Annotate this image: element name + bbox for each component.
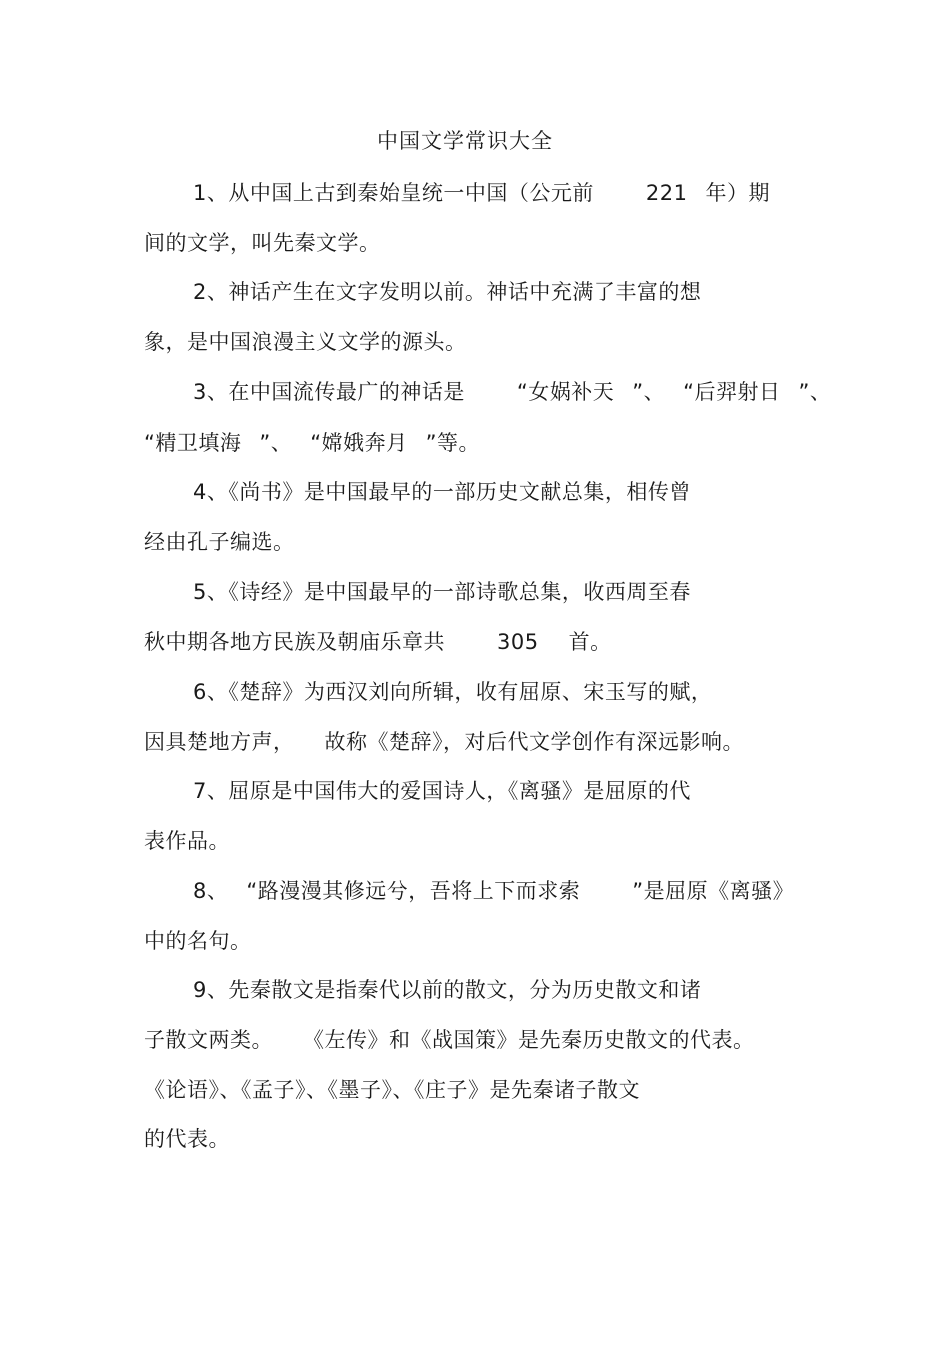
- text-segment: ”是屈原《离骚》: [632, 879, 795, 903]
- text-segment: “精卫填海: [144, 431, 242, 455]
- text-segment: “路漫漫其修远兮，吾将上下而求索: [246, 879, 581, 903]
- paragraph-line: 经由孔子编选。: [144, 530, 295, 554]
- text-segment: 305: [497, 630, 539, 654]
- paragraph-line: 象，是中国浪漫主义文学的源头。: [144, 330, 467, 354]
- paragraph-line: [144, 727, 744, 757]
- paragraph-line: [193, 377, 831, 407]
- paragraph-line: 9、先秦散文是指秦代以前的散文，分为历史散文和诸: [193, 978, 702, 1002]
- paragraph-line: 5、《诗经》是中国最早的一部诗歌总集，收西周至春: [193, 580, 691, 604]
- text-segment: 《左传》和《战国策》是先秦历史散文的代表。: [303, 1028, 755, 1052]
- document-title: 中国文学常识大全: [377, 129, 553, 153]
- text-segment: 年）期: [705, 181, 770, 205]
- text-segment: 故称《楚辞》，对后代文学创作有深远影响。: [324, 730, 744, 754]
- paragraph-line: 中的名句。: [144, 929, 252, 953]
- paragraph-line: [144, 627, 612, 657]
- paragraph-line: [144, 428, 480, 458]
- text-segment: 子散文两类。: [144, 1028, 273, 1052]
- text-segment: ”等。: [425, 431, 481, 455]
- text-segment: 3、在中国流传最广的神话是: [193, 380, 465, 404]
- paragraph-line: 间的文学，叫先秦文学。: [144, 231, 381, 255]
- text-segment: ”、: [798, 380, 832, 404]
- text-segment: 8、: [193, 879, 229, 903]
- text-segment: 221: [645, 181, 688, 205]
- text-segment: 1、从中国上古到秦始皇统一中国（公元前: [193, 181, 594, 205]
- text-segment: ”、: [632, 380, 666, 404]
- text-segment: 秋中期各地方民族及朝庙乐章共: [144, 630, 445, 654]
- paragraph-line: 的代表。: [144, 1127, 230, 1151]
- text-segment: 因具楚地方声，: [144, 730, 295, 754]
- paragraph-line: [193, 876, 794, 906]
- paragraph-line: 2、神话产生在文字发明以前。神话中充满了丰富的想: [193, 280, 702, 304]
- text-segment: ”、: [259, 431, 293, 455]
- text-segment: “后羿射日: [683, 380, 781, 404]
- paragraph-line: 6、《楚辞》为西汉刘向所辑，收有屈原、宋玉写的赋，: [193, 680, 713, 704]
- paragraph-line: 《论语》、《孟子》、《墨子》、《庄子》是先秦诸子散文: [144, 1078, 640, 1102]
- paragraph-line: 表作品。: [144, 829, 230, 853]
- paragraph-line: 4、《尚书》是中国最早的一部历史文献总集，相传曾: [193, 480, 691, 504]
- paragraph-line: 7、屈原是中国伟大的爱国诗人，《离骚》是屈原的代: [193, 779, 691, 803]
- paragraph-line: [144, 1025, 755, 1055]
- text-segment: 首。: [568, 630, 612, 654]
- paragraph-line: [193, 178, 770, 208]
- text-segment: “女娲补天: [516, 380, 615, 404]
- text-segment: “嫦娥奔月: [310, 431, 408, 455]
